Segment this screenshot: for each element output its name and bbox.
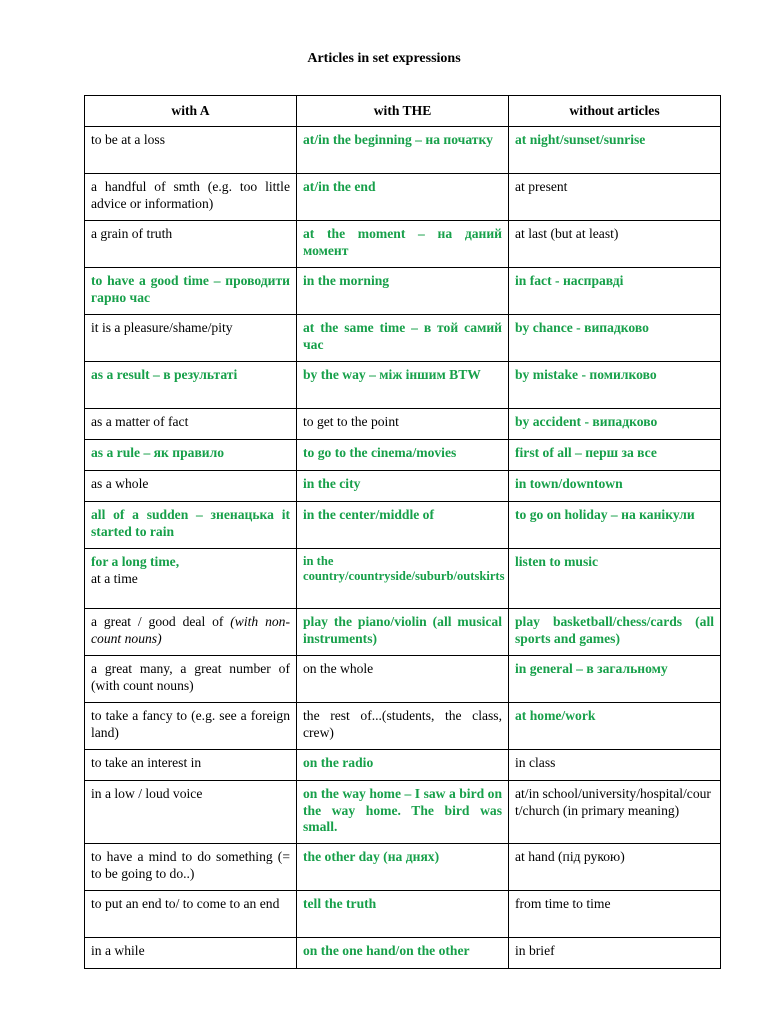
cell-with-the: the rest of...(students, the class, crew) [297, 703, 509, 750]
cell-without-articles: in brief [509, 938, 721, 969]
cell-without-articles: at home/work [509, 703, 721, 750]
table-row [85, 471, 721, 502]
cell-with-a: it is a pleasure/shame/pity [85, 315, 297, 362]
cell-with-the: on the whole [297, 656, 509, 703]
header-with-a: with A [85, 96, 297, 127]
cell-without-articles: at last (but at least) [509, 221, 721, 268]
table-row [85, 315, 721, 362]
cell-with-a: to be at a loss [85, 127, 297, 174]
table-row [85, 750, 721, 781]
table-row [85, 609, 721, 656]
cell-with-the: in the city [297, 471, 509, 502]
cell-without-articles: at hand (під рукою) [509, 844, 721, 891]
table-row [85, 502, 721, 549]
cell-with-a-note: (with non-count nouns) [91, 614, 290, 646]
table-header-row [85, 96, 721, 127]
cell-with-the: in the country/countryside/suburb/outskirts [297, 549, 509, 609]
cell-with-the: at/in the end [297, 174, 509, 221]
cell-with-the: on the one hand/on the other [297, 938, 509, 969]
cell-with-a: as a matter of fact [85, 409, 297, 440]
cell-with-the: by the way – між іншим BTW [297, 362, 509, 409]
cell-with-a: to take a fancy to (e.g. see a foreign land) [85, 703, 297, 750]
cell-with-the: the other day (на днях) [297, 844, 509, 891]
cell-without-articles: by chance - випадково [509, 315, 721, 362]
table-row [85, 409, 721, 440]
table-row [85, 781, 721, 844]
cell-without-articles: at/in school/university/hospital/court/church (in primary meaning) [509, 781, 721, 844]
cell-with-a: to put an end to/ to come to an end [85, 891, 297, 938]
header-without-articles: without articles [509, 96, 721, 127]
cell-without-articles: by mistake - помилково [509, 362, 721, 409]
header-with-the: with THE [297, 96, 509, 127]
cell-with-a: to have a good time – проводити гарно час [85, 268, 297, 315]
cell-with-the: at/in the beginning – на початку [297, 127, 509, 174]
cell-without-articles: play basketball/chess/cards (all sports and games) [509, 609, 721, 656]
cell-without-articles: in town/downtown [509, 471, 721, 502]
cell-without-articles: in general – в загальному [509, 656, 721, 703]
cell-with-a [85, 549, 297, 609]
table-row [85, 221, 721, 268]
cell-without-articles: at night/sunset/sunrise [509, 127, 721, 174]
cell-with-a: a handful of smth (e.g. too little advice or information) [85, 174, 297, 221]
page-title: Articles in set expressions [307, 51, 461, 66]
cell-with-a-extra: at a time [91, 570, 138, 586]
table-row [85, 938, 721, 969]
cell-with-a: as a result – в результаті [85, 362, 297, 409]
cell-with-the: play the piano/violin (all musical instruments) [297, 609, 509, 656]
cell-with-a-green: for a long time, [91, 554, 180, 569]
table-row [85, 656, 721, 703]
cell-with-a-text: a great / good deal of [91, 614, 224, 629]
table-row [85, 703, 721, 750]
cell-with-the: in the morning [297, 268, 509, 315]
cell-without-articles: listen to music [509, 549, 721, 609]
table-row [85, 362, 721, 409]
cell-with-a: as a whole [85, 471, 297, 502]
cell-without-articles: in class [509, 750, 721, 781]
cell-with-a: to take an interest in [85, 750, 297, 781]
cell-without-articles: from time to time [509, 891, 721, 938]
cell-with-the: in the center/middle of [297, 502, 509, 549]
table-row [85, 891, 721, 938]
cell-with-a: in a low / loud voice [85, 781, 297, 844]
table-row [85, 127, 721, 174]
cell-without-articles: at present [509, 174, 721, 221]
cell-with-a: as a rule – як правило [85, 440, 297, 471]
table-row [85, 440, 721, 471]
cell-with-the: at the moment – на даний момент [297, 221, 509, 268]
cell-with-the: on the way home – I saw a bird on the way home. The bird was small. [297, 781, 509, 844]
cell-with-a: a grain of truth [85, 221, 297, 268]
cell-with-the: at the same time – в той самий час [297, 315, 509, 362]
cell-with-a: all of a sudden – зненацька it started to rain [85, 502, 297, 549]
table-row [85, 549, 721, 609]
table-row [85, 268, 721, 315]
cell-with-a: in a while [85, 938, 297, 969]
cell-with-the: on the radio [297, 750, 509, 781]
cell-with-a [85, 609, 297, 656]
cell-with-the: to get to the point [297, 409, 509, 440]
table-row [85, 844, 721, 891]
articles-table [84, 95, 721, 969]
cell-with-the: to go to the cinema/movies [297, 440, 509, 471]
cell-with-a: to have a mind to do something (= to be going to do..) [85, 844, 297, 891]
cell-with-the: tell the truth [297, 891, 509, 938]
cell-without-articles: by accident - випадково [509, 409, 721, 440]
cell-without-articles: in fact - насправді [509, 268, 721, 315]
table-row [85, 174, 721, 221]
cell-with-a: a great many, a great number of (with count nouns) [85, 656, 297, 703]
cell-without-articles: first of all – перш за все [509, 440, 721, 471]
cell-without-articles: to go on holiday – на канікули [509, 502, 721, 549]
